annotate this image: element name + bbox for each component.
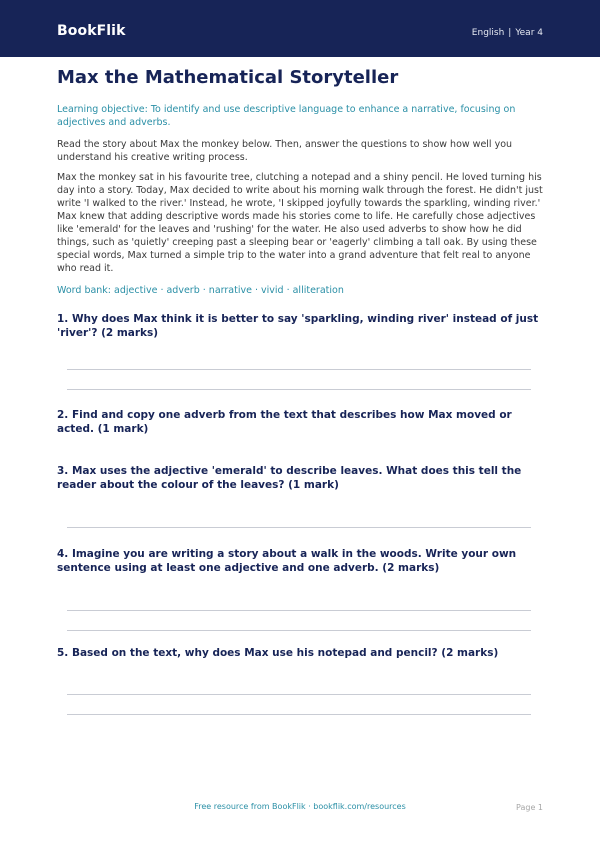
- story-text: Max the monkey sat in his favourite tree, clutching a notepad and a shiny pencil. He loved turning his day into a story. Today, Max decided to write about his morning walk through the forest. He didn't just write 'I walked to the river.' Instead, he wrote, 'I skipped joyfully towards the sparkling, winding river.' Max knew that adding descriptive words made his stories come to life. He carefully chose adjectives like 'emerald' for the leaves and 'rushing' for the water. He also used adverbs to show how he did things, such as 'quietly' creeping past a sleeping bear or 'eagerly' climbing a tall oak. By using these special words, Max turned a simple trip to the water into a grand adventure that felt real to anyone who read it.: [57, 172, 543, 274]
- meta-separator: |: [508, 28, 512, 38]
- answer-lines-5: [57, 660, 543, 715]
- answer-lines-4: [57, 575, 543, 631]
- answer-line[interactable]: [67, 714, 531, 715]
- worksheet-body: [57, 67, 543, 715]
- answer-line[interactable]: [67, 369, 531, 370]
- learning-objective: Learning objective: To identify and use descriptive language to enhance a narrative, focusing on adjectives and adverbs.: [57, 104, 516, 128]
- answer-line[interactable]: [67, 389, 531, 390]
- answer-line[interactable]: [67, 610, 531, 611]
- footer-credit[interactable]: Free resource from BookFlik · bookflik.com/resources: [194, 802, 406, 811]
- page-title: Max the Mathematical Storyteller: [57, 67, 399, 88]
- answer-lines-1: [57, 340, 543, 390]
- answer-line[interactable]: [67, 527, 531, 528]
- answer-line[interactable]: [67, 694, 531, 695]
- brand-logo-text: BookFlik: [57, 23, 126, 39]
- word-bank: Word bank: adjective · adverb · narrative · vivid · alliteration: [57, 285, 344, 296]
- question-3: 3. Max uses the adjective 'emerald' to describe leaves. What does this tell the reader about the colour of the leaves? (1 mark): [57, 465, 522, 491]
- header-bar: [0, 0, 600, 57]
- question-4: 4. Imagine you are writing a story about a walk in the woods. Write your own sentence using at least one adjective and one adverb. (2 marks): [57, 548, 517, 574]
- year-label: Year 4: [515, 28, 543, 38]
- question-1: 1. Why does Max think it is better to say 'sparkling, winding river' instead of just 'river'? (2 marks): [57, 313, 539, 339]
- instructions: Read the story about Max the monkey below. Then, answer the questions to show how well you understand his creative writing process.: [57, 139, 513, 163]
- question-5: 5. Based on the text, why does Max use his notepad and pencil? (2 marks): [57, 647, 499, 659]
- answer-lines-3: [57, 492, 543, 528]
- answer-line[interactable]: [67, 630, 531, 631]
- subject-label: English: [471, 28, 505, 38]
- question-2: 2. Find and copy one adverb from the text that describes how Max moved or acted. (1 mark): [57, 409, 512, 435]
- subject-year-label: [472, 28, 543, 38]
- page-number: Page 1: [516, 803, 543, 812]
